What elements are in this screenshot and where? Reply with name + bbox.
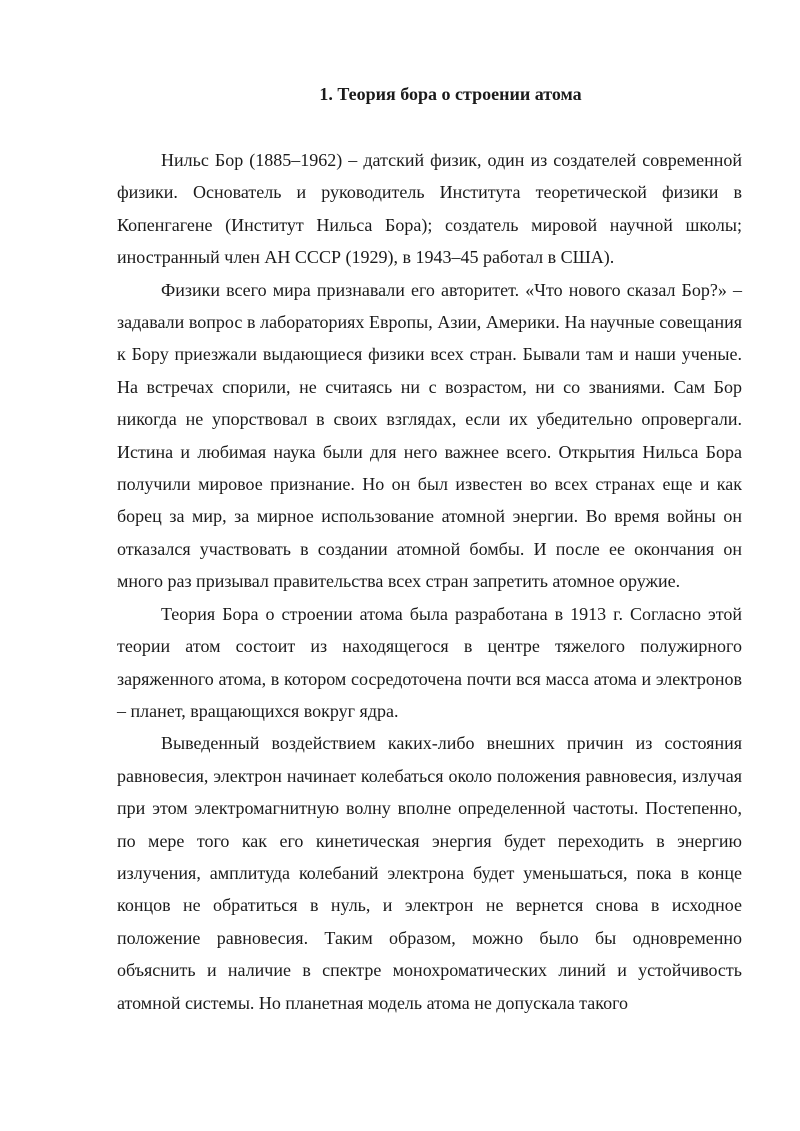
paragraph-electron-oscillation: Выведенный воздействием каких-либо внешних причин из состояния равновесия, электрон начинает колебаться около положения равновесия, излучая при этом электромагнитную волну вполне определенной частоты. Постепенно, по мере того как его кинетическая энергия будет переходить в энергию излучения, амплитуда колебаний электрона будет уменьшаться, пока в конце концов не обратиться в нуль, и электрон не вернется снова в исходное положение равновесия. Таким образом, можно было бы одновременно объяснить и наличие в спектре монохроматических линий и устойчивость атомной системы. Но планетная модель атома не допускала такого — [117, 733, 742, 1013]
paragraph-atom-theory: Теория Бора о строении атома была разработана в 1913 г. Согласно этой теории атом состоит из находящегося в центре тяжелого полужирного заряженного атома, в котором сосредоточена почти вся масса атома и электронов – планет, вращающихся вокруг ядра. — [117, 603, 742, 721]
document-title: 1. Теория бора о строении атома — [319, 84, 582, 104]
paragraph-bohr-authority: Физики всего мира признавали его авторитет. «Что нового сказал Бор?» – задавали вопрос в лабораториях Европы, Азии, Америки. На научные совещания к Бору приезжали выдающиеся физики всех стран. Бывали там и наши ученые. На встречах спорили, не считаясь ни с возрастом, ни со званиями. Сам Бор никогда не упорствовал в своих взглядах, если их убедительно опровергали. Истина и любимая наука были для него важнее всего. Открытия Нильса Бора получили мировое признание. Но он был известен во всех странах еще и как борец за мир, за мирное использование атомной энергии. Во время войны он отказался участвовать в создании атомной бомбы. И после ее окончания он много раз призывал правительства всех стран запретить атомное оружие. — [117, 279, 742, 592]
document-body — [117, 144, 742, 1019]
paragraph-bohr-biography: Нильс Бор (1885–1962) – датский физик, один из создателей современной физики. Основатель и руководитель Института теоретической физики в Копенгагене (Институт Нильса Бора); создатель мировой научной школы; иностранный член АН СССР (1929), в 1943–45 работал в США). — [117, 150, 742, 268]
